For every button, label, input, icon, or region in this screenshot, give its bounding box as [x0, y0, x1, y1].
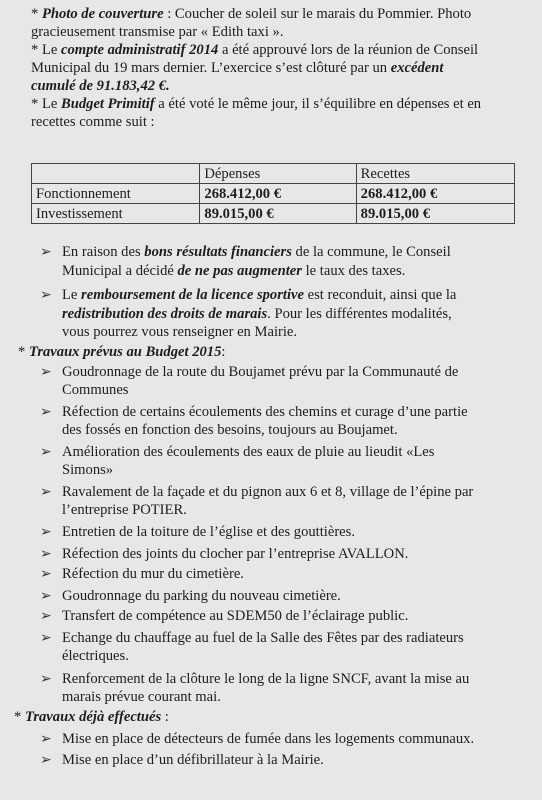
table-cell: Investissement — [32, 204, 200, 224]
arrow-bullet-icon: ➢ — [40, 672, 52, 687]
list-item: Renforcement de la clôture le long de la ligne SNCF, avant la mise au — [62, 671, 470, 687]
text: . Pour les différentes modalités, — [267, 306, 452, 322]
table-cell: 268.412,00 € — [200, 184, 356, 204]
arrow-bullet-icon: ➢ — [40, 525, 52, 540]
list-item: marais prévue courant mai. — [62, 689, 221, 705]
text: Le — [38, 96, 61, 112]
arrow-bullet-icon: ➢ — [40, 547, 52, 562]
excedent-label: excédent — [390, 60, 444, 76]
bullet-star: * — [31, 96, 39, 112]
text: Le — [38, 42, 61, 58]
text: Le — [62, 287, 82, 303]
table-header-cell: Recettes — [356, 164, 514, 184]
intro-line-4 — [31, 60, 443, 77]
compte-label: compte administratif 2014 — [61, 42, 219, 58]
list-item: Mise en place de détecteurs de fumée dans les logements communaux. — [62, 731, 475, 747]
intro-line-1 — [31, 6, 471, 23]
text: a été voté le même jour, il s’équilibre en dépenses et en — [154, 96, 482, 112]
arrow-bullet-icon: ➢ — [40, 732, 52, 747]
intro-line-3 — [31, 42, 478, 59]
table-cell: 89.015,00 € — [356, 204, 514, 224]
list-item: Réfection de certains écoulements des chemins et curage d’une partie — [62, 404, 468, 420]
table-header-cell — [32, 164, 200, 184]
highlight: bons résultats financiers — [144, 244, 292, 260]
excedent-value: cumulé de 91.183,42 €. — [31, 78, 170, 94]
arrow-bullet-icon: ➢ — [40, 288, 52, 303]
list-item: Réfection du mur du cimetière. — [62, 566, 244, 582]
budget-label: Budget Primitif — [61, 96, 155, 112]
list-item: électriques. — [62, 648, 129, 664]
list-item: Transfert de compétence au SDEM50 de l’éclairage public. — [62, 608, 409, 624]
arrow-bullet-icon: ➢ — [40, 609, 52, 624]
photo-label: Photo de couverture — [41, 6, 164, 22]
list-item: Simons» — [62, 462, 114, 478]
text: Municipal du 19 mars dernier. L’exercice s’est clôturé par un — [31, 60, 391, 76]
bullet-star: * — [31, 42, 39, 58]
list-item: Communes — [62, 382, 129, 398]
table-header-row — [32, 164, 515, 184]
bullet-star: * — [18, 344, 26, 360]
intro-line-7 — [31, 114, 155, 131]
budget-table — [31, 163, 515, 224]
list-item: Goudronnage de la route du Boujamet prévu par la Communauté de — [62, 364, 459, 380]
bullet-line — [62, 244, 451, 261]
table-row — [32, 204, 515, 224]
arrow-bullet-icon: ➢ — [40, 631, 52, 646]
arrow-bullet-icon: ➢ — [40, 445, 52, 460]
intro-line-2 — [31, 24, 283, 41]
arrow-bullet-icon: ➢ — [40, 365, 52, 380]
table-cell: 89.015,00 € — [200, 204, 356, 224]
heading-text: Travaux déjà effectués — [21, 709, 162, 725]
arrow-bullet-icon: ➢ — [40, 589, 52, 604]
list-item: Goudronnage du parking du nouveau cimetière. — [62, 588, 341, 604]
bullet-line — [62, 287, 456, 304]
text: En raison des — [62, 244, 145, 260]
highlight: remboursement de la licence sportive — [81, 287, 304, 303]
arrow-bullet-icon: ➢ — [40, 485, 52, 500]
list-item: l’entreprise POTIER. — [62, 502, 187, 518]
text: de la commune, le Conseil — [291, 244, 451, 260]
list-item: Amélioration des écoulements des eaux de pluie au lieudit «Les — [62, 444, 435, 460]
text: est reconduit, ainsi que la — [303, 287, 457, 303]
list-item: Entretien de la toiture de l’église et des gouttières. — [62, 524, 355, 540]
arrow-bullet-icon: ➢ — [40, 405, 52, 420]
highlight: redistribution des droits de marais — [62, 306, 268, 322]
text: recettes comme suit : — [31, 114, 155, 130]
list-item: Echange du chauffage au fuel de la Salle des Fêtes par des radiateurs — [62, 630, 464, 646]
intro-line-6 — [31, 96, 481, 113]
intro-line-5 — [31, 78, 170, 95]
bullet-line — [62, 324, 297, 341]
text: a été approuvé lors de la réunion de Conseil — [218, 42, 479, 58]
bullet-line — [62, 263, 405, 280]
text: : — [221, 344, 226, 360]
table-cell: Fonctionnement — [32, 184, 200, 204]
travaux-effectues-heading — [14, 709, 169, 726]
arrow-bullet-icon: ➢ — [40, 753, 52, 768]
travaux-prevus-heading — [18, 344, 225, 361]
highlight: de ne pas augmenter — [177, 263, 302, 279]
table-cell: 268.412,00 € — [356, 184, 514, 204]
arrow-bullet-icon: ➢ — [40, 567, 52, 582]
list-item: des fossés en fonction des besoins, toujours au Boujamet. — [62, 422, 398, 438]
text: : — [161, 709, 169, 725]
table-header-cell: Dépenses — [200, 164, 356, 184]
list-item: Mise en place d’un défibrillateur à la Mairie. — [62, 752, 324, 768]
list-item: Réfection des joints du clocher par l’entreprise AVALLON. — [62, 546, 409, 562]
arrow-bullet-icon: ➢ — [40, 245, 52, 260]
bullet-star: * — [31, 6, 39, 22]
text: : Coucher de soleil sur le marais du Pommier. Photo — [163, 6, 472, 22]
text: Municipal a décidé — [62, 263, 178, 279]
bullet-line — [62, 306, 452, 323]
text: le taux des taxes. — [301, 263, 406, 279]
text: gracieusement transmise par « Edith taxi ». — [31, 24, 284, 40]
bullet-star: * — [14, 709, 22, 725]
table-row — [32, 184, 515, 204]
list-item: Ravalement de la façade et du pignon aux 6 et 8, village de l’épine par — [62, 484, 474, 500]
text: vous pourrez vous renseigner en Mairie. — [62, 324, 298, 340]
heading-text: Travaux prévus au Budget 2015 — [25, 344, 222, 360]
